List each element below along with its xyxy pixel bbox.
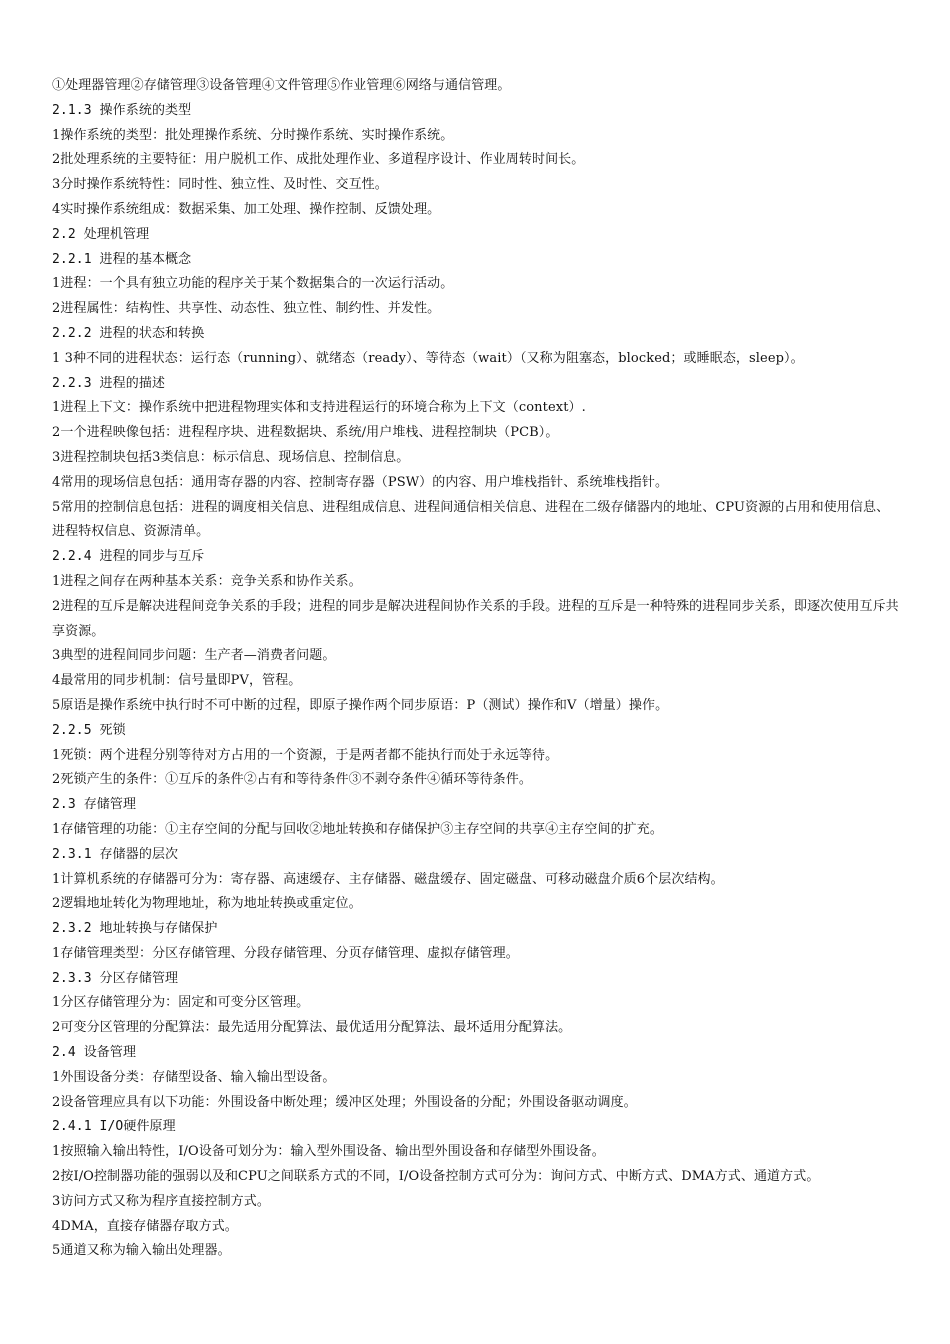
section-heading: 2.3.3 分区存储管理 <box>52 970 179 986</box>
section-heading: 2.2.4 进程的同步与互斥 <box>52 549 205 565</box>
list-item: 1计算机系统的存储器可分为：寄存器、高速缓存、主存储器、磁盘缓存、固定磁盘、可移动磁盘介质6个层次结构。 <box>52 871 724 887</box>
list-item: 3典型的进程间同步问题：生产者—消费者问题。 <box>52 648 336 664</box>
list-item: 2批处理系统的主要特征：用户脱机工作、成批处理作业、多道程序设计、作业周转时间长。 <box>52 152 585 168</box>
list-item: 2死锁产生的条件：①互斥的条件②占有和等待条件③不剥夺条件④循环等待条件。 <box>52 772 532 788</box>
list-item: 1进程上下文：操作系统中把进程物理实体和支持进程运行的环境合称为上下文（context）. <box>52 400 586 416</box>
list-item: 4实时操作系统组成：数据采集、加工处理、操作控制、反馈处理。 <box>52 201 441 217</box>
list-item: 2按I/O控制器功能的强弱以及和CPU之间联系方式的不同，I/O设备控制方式可分为：询问方式、中断方式、DMA方式、通道方式。 <box>52 1169 820 1185</box>
list-item: 4常用的现场信息包括：通用寄存器的内容、控制寄存器（PSW）的内容、用户堆栈指针、系统堆栈指针。 <box>52 474 669 490</box>
list-item: 2逻辑地址转化为物理地址，称为地址转换或重定位。 <box>52 896 362 912</box>
section-heading: 2.1.3 操作系统的类型 <box>52 102 192 118</box>
list-item: 1 3种不同的进程状态：运行态（running）、就绪态（ready）、等待态（wait）（又称为阻塞态，blocked；或睡眠态，sleep）。 <box>52 350 804 366</box>
list-item: 2进程的互斥是解决进程间竞争关系的手段；进程的同步是解决进程间协作关系的手段。进程的互斥是一种特殊的进程同步关系，即逐次使用互斥共享资源。 <box>52 598 899 639</box>
section-heading: 2.2.3 进程的描述 <box>52 375 166 391</box>
list-item: 5原语是操作系统中执行时不可中断的过程，即原子操作两个同步原语：P（测试）操作和V（增量）操作。 <box>52 697 669 713</box>
list-item: 4最常用的同步机制：信号量即PV，管程。 <box>52 673 302 689</box>
list-item: 4DMA，直接存储器存取方式。 <box>52 1218 238 1234</box>
list-item: 1进程：一个具有独立功能的程序关于某个数据集合的一次运行活动。 <box>52 276 454 292</box>
list-item: 3访问方式又称为程序直接控制方式。 <box>52 1193 270 1209</box>
section-heading: 2.2 处理机管理 <box>52 226 150 242</box>
list-item: 2可变分区管理的分配算法：最先适用分配算法、最优适用分配算法、最坏适用分配算法。 <box>52 1020 572 1036</box>
list-item: 1存储管理类型：分区存储管理、分段存储管理、分页存储管理、虚拟存储管理。 <box>52 945 519 961</box>
list-item: 2进程属性：结构性、共享性、动态性、独立性、制约性、并发性。 <box>52 301 441 317</box>
list-item: 2设备管理应具有以下功能：外围设备中断处理；缓冲区处理；外围设备的分配；外围设备驱动调度。 <box>52 1094 637 1110</box>
list-item: 1存储管理的功能：①主存空间的分配与回收②地址转换和存储保护③主存空间的共享④主存空间的扩充。 <box>52 821 663 837</box>
section-heading: 2.3 存储管理 <box>52 797 137 813</box>
list-item: 1按照输入输出特性，I/O设备可划分为：输入型外围设备、输出型外围设备和存储型外围设备。 <box>52 1144 605 1160</box>
list-item: 3进程控制块包括3类信息：标示信息、现场信息、控制信息。 <box>52 449 410 465</box>
section-heading: 2.2.5 死锁 <box>52 722 126 738</box>
section-heading: 2.4.1 I/O硬件原理 <box>52 1119 176 1135</box>
list-item: 1进程之间存在两种基本关系：竞争关系和协作关系。 <box>52 573 362 589</box>
section-heading: 2.2.2 进程的状态和转换 <box>52 325 205 341</box>
list-item: 1死锁：两个进程分别等待对方占用的一个资源，于是两者都不能执行而处于永远等待。 <box>52 747 559 763</box>
list-item: 3分时操作系统特性：同时性、独立性、及时性、交互性。 <box>52 177 388 193</box>
list-item: 1外围设备分类：存储型设备、输入输出型设备。 <box>52 1069 336 1085</box>
list-item: 1分区存储管理分为：固定和可变分区管理。 <box>52 995 310 1011</box>
list-item: ①处理器管理②存储管理③设备管理④文件管理⑤作业管理⑥网络与通信管理。 <box>52 78 511 93</box>
list-item: 5通道又称为输入输出处理器。 <box>52 1243 231 1259</box>
section-heading: 2.3.2 地址转换与存储保护 <box>52 921 218 937</box>
list-item: 1操作系统的类型：批处理操作系统、分时操作系统、实时操作系统。 <box>52 127 454 143</box>
list-item: 2一个进程映像包括：进程程序块、进程数据块、系统/用户堆栈、进程控制块（PCB）。 <box>52 425 559 441</box>
section-heading: 2.2.1 进程的基本概念 <box>52 251 192 267</box>
list-item: 5常用的控制信息包括：进程的调度相关信息、进程组成信息、进程间通信相关信息、进程在二级存储器内的地址、CPU资源的占用和使用信息、进程特权信息、资源清单。 <box>52 499 890 540</box>
document-body <box>52 74 900 1264</box>
section-heading: 2.4 设备管理 <box>52 1045 137 1061</box>
section-heading: 2.3.1 存储器的层次 <box>52 846 179 862</box>
